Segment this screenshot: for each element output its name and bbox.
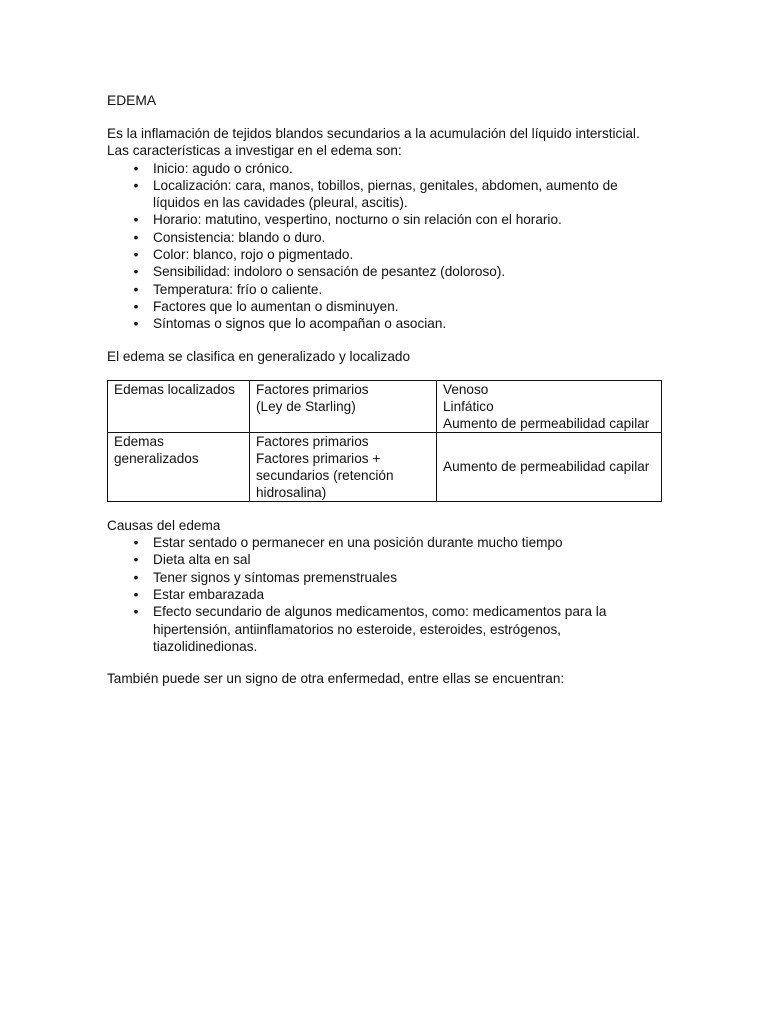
bullet-icon: • <box>133 229 139 245</box>
list-item-text: Estar sentado o permanecer en una posición durante mucho tiempo <box>153 535 563 551</box>
list-item <box>107 211 667 228</box>
list-item-text: Temperatura: frío o caliente. <box>153 281 323 297</box>
list-item <box>107 281 667 298</box>
cell-line: hidrosalina) <box>256 484 327 500</box>
list-item <box>107 263 667 280</box>
bullet-icon: • <box>133 247 139 263</box>
bullet-icon: • <box>133 264 139 280</box>
closing-text: También puede ser un signo de otra enfermedad, entre ellas se encuentran: <box>107 671 565 687</box>
bullet-icon: • <box>133 177 139 193</box>
cell-line: Venoso <box>443 381 489 397</box>
characteristics-list <box>107 160 667 333</box>
list-item <box>107 298 667 315</box>
causes-heading: Causas del edema <box>107 517 221 533</box>
list-item <box>107 551 667 568</box>
cell-line: Aumento de permeabilidad capilar <box>443 415 650 431</box>
list-item-text: Estar embarazada <box>153 587 265 603</box>
bullet-icon: • <box>133 316 139 332</box>
table-cell-mechanisms <box>437 432 662 501</box>
table-cell-factors <box>250 432 437 501</box>
list-item <box>107 160 667 177</box>
characteristics-heading: Las características a investigar en el edema son: <box>107 143 402 159</box>
list-item <box>107 229 667 246</box>
table-row <box>108 380 662 432</box>
bullet-icon: • <box>133 535 139 551</box>
list-item-text: hipertensión, antiinflamatorios no esteroide, esteroides, estrógenos, <box>153 621 562 637</box>
table-cell-factors <box>250 380 437 432</box>
cell-line: Edemas <box>114 433 164 449</box>
definition-text: Es la inflamación de tejidos blandos secundarios a la acumulación del líquido intersticial. <box>107 126 640 141</box>
causes-list <box>107 534 667 655</box>
cell-line: generalizados <box>114 450 199 466</box>
table-cell-mechanisms <box>437 380 662 432</box>
cell-line: (Ley de Starling) <box>256 398 356 414</box>
bullet-icon: • <box>133 160 139 176</box>
list-item-text: Localización: cara, manos, tobillos, piernas, genitales, abdomen, aumento de <box>153 177 618 193</box>
list-item <box>107 569 667 586</box>
page-title: EDEMA <box>107 93 157 108</box>
cell-line: Linfático <box>443 398 494 414</box>
list-item-text: Tener signos y síntomas premenstruales <box>153 569 398 585</box>
table-row <box>108 432 662 501</box>
document-content <box>107 92 667 688</box>
list-item <box>107 246 667 263</box>
list-item-text: líquidos en las cavidades (pleural, ascitis). <box>153 195 408 211</box>
list-item-text: Factores que lo aumentan o disminuyen. <box>153 298 399 314</box>
cell-line: Factores primarios <box>256 433 369 449</box>
list-item <box>107 603 667 655</box>
list-item <box>107 534 667 551</box>
list-item-text: Color: blanco, rojo o pigmentado. <box>153 247 354 263</box>
bullet-icon: • <box>133 604 139 620</box>
cell-line: secundarios (retención <box>256 467 394 483</box>
bullet-icon: • <box>133 569 139 585</box>
list-item-text: Horario: matutino, vespertino, nocturno o sin relación con el horario. <box>153 212 562 228</box>
list-item-text: Consistencia: blando o duro. <box>153 229 326 245</box>
table-cell-type <box>108 432 250 501</box>
bullet-icon: • <box>133 281 139 297</box>
cell-line: Edemas localizados <box>114 381 235 397</box>
classification-sentence: El edema se clasifica en generalizado y localizado <box>107 348 411 364</box>
list-item-text: Sensibilidad: indoloro o sensación de pesantez (doloroso). <box>153 264 506 280</box>
table-cell-type <box>108 380 250 432</box>
list-item <box>107 315 667 332</box>
bullet-icon: • <box>133 212 139 228</box>
list-item <box>107 177 667 212</box>
list-item-text: tiazolidinedionas. <box>153 638 258 654</box>
cell-line: Factores primarios + <box>256 450 381 466</box>
bullet-icon: • <box>133 587 139 603</box>
bullet-icon: • <box>133 298 139 314</box>
cell-line: Aumento de permeabilidad capilar <box>443 459 650 475</box>
cell-line: Factores primarios <box>256 381 369 397</box>
list-item-text: Síntomas o signos que lo acompañan o asocian. <box>153 316 447 332</box>
list-item-text: Efecto secundario de algunos medicamentos, como: medicamentos para la <box>153 604 607 620</box>
list-item-text: Dieta alta en sal <box>153 552 251 568</box>
classification-table <box>107 380 662 502</box>
list-item-text: Inicio: agudo o crónico. <box>153 160 293 176</box>
bullet-icon: • <box>133 552 139 568</box>
list-item <box>107 586 667 603</box>
